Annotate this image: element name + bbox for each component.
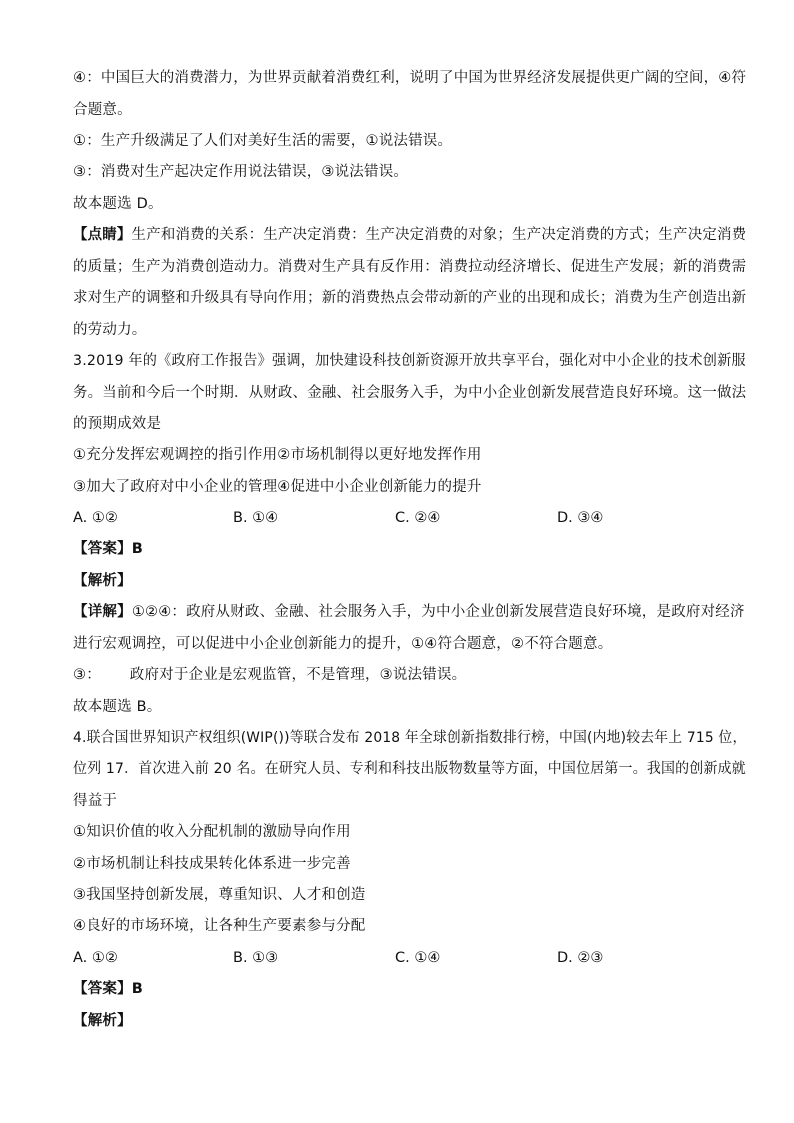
q3-answer: 【答案】B (73, 541, 144, 557)
q4-option-a: A. ①② (73, 950, 118, 966)
q4-statement-1: ①知识价值的收入分配机制的激励导向作用 (73, 824, 351, 840)
q4-answer: 【答案】B (73, 981, 144, 997)
q2-analysis-line-1: ①：生产升级满足了人们对美好生活的需要，①说法错误。 (73, 133, 453, 149)
q2-conclusion: 故本题选 D。 (73, 196, 163, 212)
q3-statement-3-4: ③加大了政府对中小企业的管理④促进中小企业创新能力的提升 (73, 479, 482, 495)
dianjing-tag: 【点睛】 (73, 227, 132, 243)
q3-detail-line-2: 进行宏观调控，可以促进中小企业创新能力的提升，①④符合题意，②不符合题意。 (73, 636, 613, 652)
q4-jiexi-heading: 【解析】 (73, 1013, 132, 1029)
q3-jiexi-heading: 【解析】 (73, 573, 132, 589)
q4-option-d: D. ②③ (557, 950, 604, 966)
q4-stem-line-2: 位列 17．首次进入前 20 名。在研究人员、专利和科技出版物数量等方面，中国位居第一。我国的创新成就 (73, 761, 746, 777)
q4-statement-3: ③我国坚持创新发展，尊重知识、人才和创造 (73, 887, 366, 903)
q4-stem-line-1: 4.联合国世界知识产权组织(WIP())等联合发布 2018 年全球创新指数排行榜，中国(内地)较去年上 715 位， (73, 730, 747, 746)
q4-statement-4: ④良好的市场环境，让各种生产要素参与分配 (73, 918, 366, 934)
detail-tag: 【详解】 (73, 604, 132, 620)
q3-stem-line-1: 3.2019 年的《政府工作报告》强调，加快建设科技创新资源开放共享平台，强化对中小企业的技术创新服 (73, 353, 746, 369)
q4-stem-line-3: 得益于 (73, 793, 118, 809)
q2-dianjing-line-2: 的质量；生产为消费创造动力。消费对生产具有反作用：消费拉动经济增长、促进生产发展；新的消费需 (73, 259, 747, 275)
q3-detail-line-1: 【详解】①②④：政府从财政、金融、社会服务入手，为中小企业创新发展营造良好环境，是政府对经济 (73, 604, 745, 620)
q3-stem-line-3: 的预期成效是 (73, 416, 162, 432)
q3-stem-line-2: 务。当前和今后一个时期．从财政、金融、社会服务入手，为中小企业创新发展营造良好环境。这一做法 (73, 385, 747, 401)
q3-option-b: B. ①④ (233, 510, 279, 526)
q2-dianjing-line-4: 的劳动力。 (73, 322, 147, 338)
q3-statement-1-2: ①充分发挥宏观调控的指引作用②市场机制得以更好地发挥作用 (73, 447, 482, 463)
q3-option-d: D. ③④ (557, 510, 604, 526)
q4-option-b: B. ①③ (233, 950, 279, 966)
q3-detail-line-3: ③： 政府对于企业是宏观监管，不是管理，③说法错误。 (73, 667, 467, 683)
q3-option-c: C. ②④ (395, 510, 441, 526)
q2-dianjing-line-3: 求对生产的调整和升级具有导向作用；新的消费热点会带动新的产业的出现和成长；消费为生产创造出新 (73, 290, 747, 306)
q2-analysis-line-4-2: 合题意。 (73, 102, 132, 118)
q2-analysis-line-4-1: ④：中国巨大的消费潜力，为世界贡献着消费红利，说明了中国为世界经济发展提供更广阔的空间，④符 (73, 70, 747, 86)
q4-statement-2: ②市场机制让科技成果转化体系进一步完善 (73, 856, 351, 872)
q3-option-a: A. ①② (73, 510, 118, 526)
q3-conclusion: 故本题选 B。 (73, 699, 162, 715)
q2-analysis-line-3: ③：消费对生产起决定作用说法错误，③说法错误。 (73, 164, 409, 180)
q2-dianjing-line-1: 【点睛】生产和消费的关系：生产决定消费：生产决定消费的对象；生产决定消费的方式；生产决定消费 (73, 227, 747, 243)
q4-option-c: C. ①④ (395, 950, 441, 966)
